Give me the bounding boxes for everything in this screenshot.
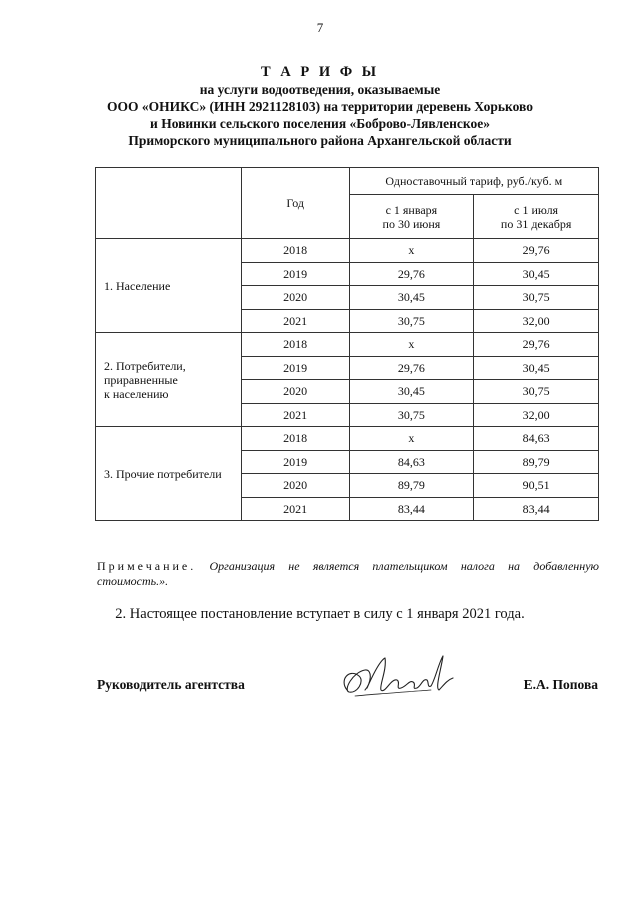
year-cell: 2021	[241, 309, 349, 333]
tariff-cell-b: 32,00	[474, 309, 599, 333]
page-number: 7	[316, 20, 324, 35]
year-cell: 2020	[241, 286, 349, 310]
header-year: Год	[241, 168, 349, 239]
tariff-cell-a: х	[349, 427, 474, 451]
note	[97, 559, 599, 589]
tariff-cell-a: 29,76	[349, 356, 474, 380]
note-text: Организация не является плательщиком налога на добавленную стоимость.».	[97, 559, 600, 588]
tariff-cell-b: 30,45	[474, 356, 599, 380]
table-row	[96, 427, 599, 451]
year-cell: 2018	[241, 239, 349, 263]
header-period-b	[474, 195, 599, 239]
heading-line-3: и Новинки сельского поселения «Боброво-Лявленское»	[150, 116, 490, 131]
header-period-b-line1: с 1 июля	[514, 202, 559, 217]
year-cell: 2020	[241, 380, 349, 404]
header-period-a-line1: с 1 января	[385, 202, 438, 217]
year-cell: 2019	[241, 356, 349, 380]
tariff-cell-a: 30,45	[349, 380, 474, 404]
decree-paragraph: 2. Настоящее постановление вступает в силу с 1 января 2021 года.	[115, 606, 525, 622]
group-label-equivalent-consumers	[96, 333, 242, 427]
heading-line-4: Приморского муниципального района Архангельской области	[128, 133, 512, 148]
heading-line-2: ООО «ОНИКС» (ИНН 2921128103) на территории деревень Хорьково	[106, 99, 533, 114]
year-cell: 2019	[241, 262, 349, 286]
tariff-cell-a: 30,75	[349, 309, 474, 333]
year-cell: 2018	[241, 333, 349, 357]
tariff-cell-b: 89,79	[474, 450, 599, 474]
tariff-cell-a: 30,45	[349, 286, 474, 310]
tariff-cell-b: 30,75	[474, 380, 599, 404]
tariff-table	[95, 167, 599, 521]
tariff-cell-b: 32,00	[474, 403, 599, 427]
year-cell: 2018	[241, 427, 349, 451]
group-label-line1: 2. Потребители,	[104, 358, 186, 373]
header-period-a-line2: по 30 июня	[382, 216, 441, 231]
table-row	[96, 239, 599, 263]
year-cell: 2020	[241, 474, 349, 498]
signatory-name: Е.А. Попова	[523, 677, 598, 692]
tariff-cell-b: 30,45	[474, 262, 599, 286]
tariff-cell-a: х	[349, 239, 474, 263]
document-heading	[0, 64, 640, 149]
header-period-a	[349, 195, 474, 239]
tariff-cell-a: 89,79	[349, 474, 474, 498]
tariff-cell-b: 30,75	[474, 286, 599, 310]
handwritten-signature	[335, 650, 465, 710]
year-cell: 2021	[241, 497, 349, 521]
group-label-population: 1. Население	[96, 239, 242, 333]
header-empty-cell	[96, 168, 242, 239]
tariff-cell-b: 90,51	[474, 474, 599, 498]
year-cell: 2021	[241, 403, 349, 427]
tariff-cell-b: 83,44	[474, 497, 599, 521]
group-label-line3: к населению	[104, 386, 169, 401]
tariff-cell-a: 84,63	[349, 450, 474, 474]
header-period-b-line2: по 31 декабря	[500, 216, 572, 231]
tariff-cell-b: 29,76	[474, 239, 599, 263]
year-cell: 2019	[241, 450, 349, 474]
table-row	[96, 333, 599, 357]
tariff-cell-a: 30,75	[349, 403, 474, 427]
signatory-title: Руководитель агентства	[97, 677, 245, 692]
header-tariff: Одноставочный тариф, руб./куб. м	[349, 168, 598, 195]
group-label-line2: приравненные	[104, 372, 178, 387]
tariff-cell-a: 29,76	[349, 262, 474, 286]
table-header-row	[96, 168, 599, 195]
group-label-other-consumers: 3. Прочие потребители	[96, 427, 242, 521]
tariff-cell-a: 83,44	[349, 497, 474, 521]
heading-title: Т А Р И Ф Ы	[260, 64, 380, 80]
note-label: Примечание.	[97, 559, 197, 573]
heading-line-1: на услуги водоотведения, оказываемые	[199, 82, 441, 97]
tariff-cell-a: х	[349, 333, 474, 357]
tariff-cell-b: 29,76	[474, 333, 599, 357]
tariff-cell-b: 84,63	[474, 427, 599, 451]
